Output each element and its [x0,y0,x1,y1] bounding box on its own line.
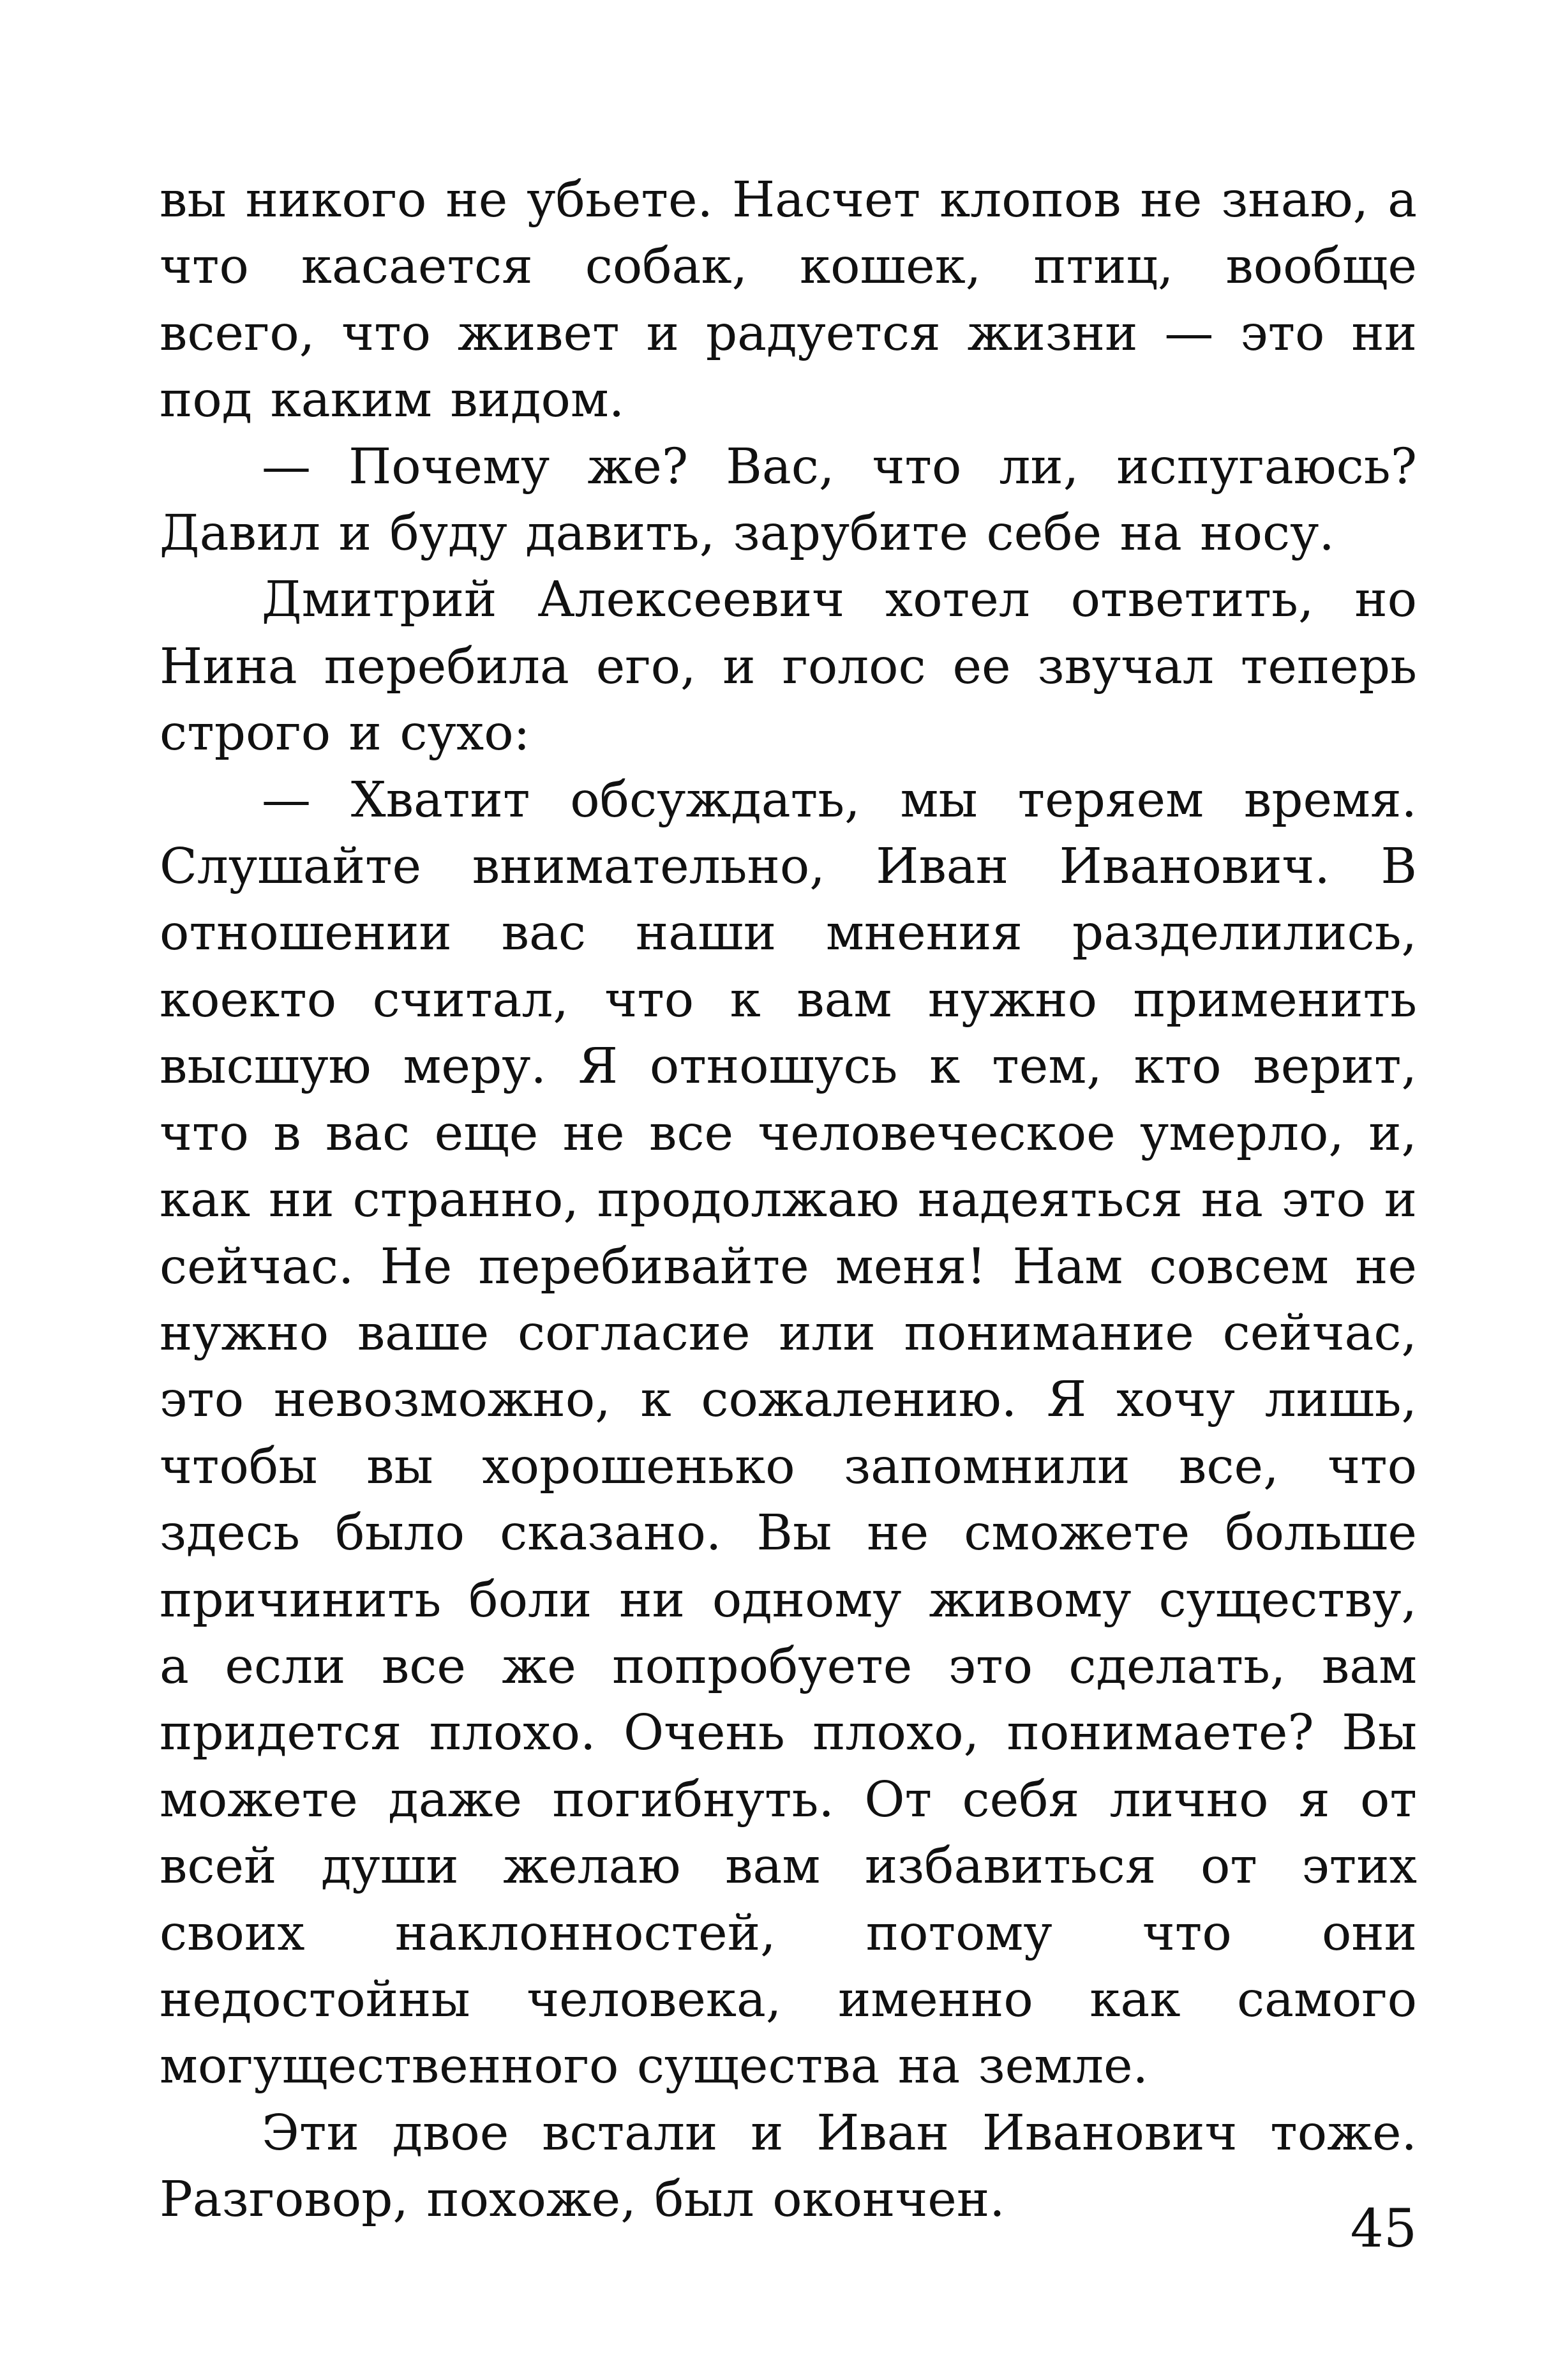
paragraph-dialogue-long: — Хватит обсуждать, мы теряем время. Слушайте внимательно, Иван Иванович. В отношении вас наши мнения разделились, коекто считал, что к вам нужно применить высшую меру. Я отношусь к тем, кто верит, что в вас еще не все человеческое умерло, и, как ни странно, продолжаю надеяться на это и сейчас. Не перебивайте меня! Нам совсем не нужно ваше согласие или понимание сейчас, это невозможно, к сожалению. Я хочу лишь, чтобы вы хорошенько запомнили все, что здесь было сказано. Вы не сможете больше причинить боли ни одному живому существу, а если все же попробуете это сделать, вам придется плохо. Очень плохо, понимаете? Вы можете даже погибнуть. От себя лично я от всей души желаю вам избавиться от этих своих наклонностей, потому что они недостойны человека, именно как самого могущественного существа на земле. [160,771,1417,2095]
page-number: 45 [1350,2199,1417,2259]
paragraph-dialogue: — Почему же? Вас, что ли, испугаюсь? Давил и буду давить, зарубите себе на носу. [160,438,1417,562]
body-text [160,167,1417,2234]
paragraph-narration: Дмитрий Алексеевич хотел ответить, но Нина перебила его, и голос ее звучал теперь строго и сухо: [160,571,1417,762]
paragraph-continuation: вы никого не убьете. Насчет клопов не знаю, а что касается собак, кошек, птиц, вообще всего, что живет и радуется жизни — это ни под каким видом. [160,172,1417,429]
paragraph-closing: Эти двое встали и Иван Иванович тоже. Разговор, похоже, был окончен. [160,2104,1417,2229]
